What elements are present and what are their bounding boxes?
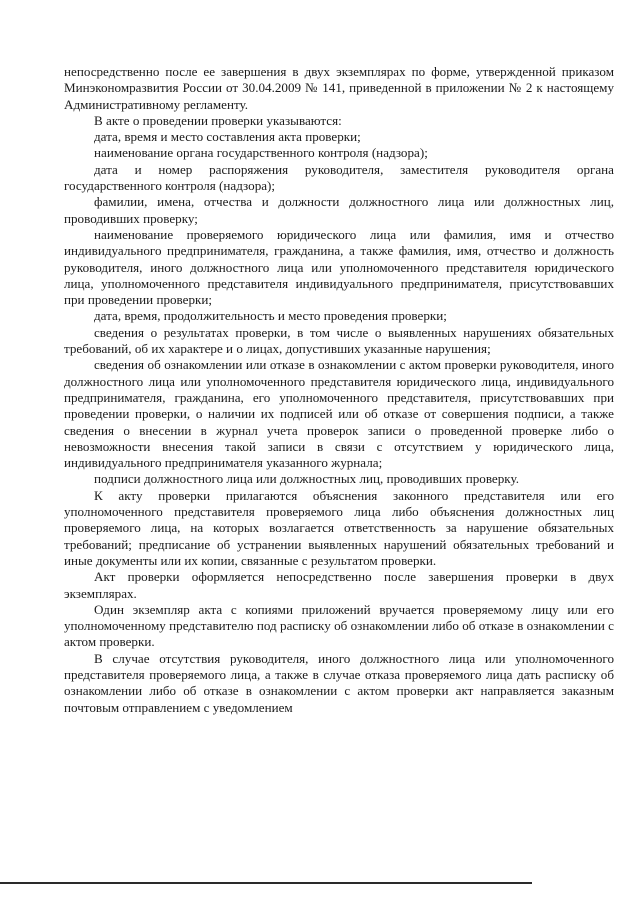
- footer-rule: [0, 882, 532, 884]
- document-page: [64, 64, 614, 716]
- paragraph-13: Акт проверки оформляется непосредственно после завершения проверки в двух экземплярах.: [64, 569, 614, 601]
- paragraph-3: дата, время и место составления акта проверки;: [94, 129, 361, 145]
- paragraph-4: наименование органа государственного контроля (надзора);: [94, 145, 428, 161]
- paragraph-11: подписи должностного лица или должностных лиц, проводивших проверку.: [94, 471, 519, 487]
- paragraph-6: фамилии, имена, отчества и должности должностного лица или должностных лиц, проводивших проверку;: [64, 194, 614, 226]
- paragraph-14: Один экземпляр акта с копиями приложений вручается проверяемому лицу или его уполномоченному представителю под расписку об ознакомлении либо об отказе в ознакомлении с актом проверки.: [64, 601, 614, 650]
- paragraph-1: непосредственно после ее завершения в двух экземплярах по форме, утвержденной приказом Минэкономразвития России от 30.04.2009 № 141, приведенной в приложении № 2 к настоящему Административному регламенту.: [64, 64, 614, 112]
- paragraph-2: В акте о проведении проверки указываются:: [94, 112, 342, 128]
- paragraph-8: дата, время, продолжительность и место проведения проверки;: [94, 308, 447, 324]
- paragraph-7: наименование проверяемого юридического лица или фамилия, имя и отчество индивидуального предпринимателя, гражданина, а также фамилия, имя, отчество и должность руководителя, иного должностного лица или уполномоченного представителя юридического лица, уполномоченного представителя индивидуального предпринимателя, присутствовавших при проведении проверки;: [64, 226, 614, 308]
- paragraph-15: В случае отсутствия руководителя, иного должностного лица или уполномоченного представителя проверяемого лица, а также в случае отказа проверяемого лица дать расписку об ознакомлении либо об отказе в ознакомлении с актом проверки акт направляется заказным почтовым отправлением с уведомлением: [64, 650, 614, 715]
- paragraph-12: К акту проверки прилагаются объяснения законного представителя или его уполномоченного представителя проверяемого лица либо объяснения должностных лиц проверяемого лица, на которых возлагается ответственность за нарушение обязательных требований; предписание об устранении выявленных нарушений обязательных требований и иные документы или их копии, связанные с результатом проверки.: [64, 487, 614, 568]
- paragraph-5: дата и номер распоряжения руководителя, заместителя руководителя органа государственного контроля (надзора);: [64, 161, 614, 194]
- paragraph-9: сведения о результатах проверки, в том числе о выявленных нарушениях обязательных требований, об их характере и о лицах, допустивших указанные нарушения;: [64, 324, 614, 357]
- paragraph-10: сведения об ознакомлении или отказе в ознакомлении с актом проверки руководителя, иного должностного лица или уполномоченного представителя юридического лица, индивидуального предпринимателя, гражданина, его уполномоченного представителя, присутствовавших при проведении проверки, о наличии их подписей или об отказе от совершения подписи, а также сведения о внесении в журнал учета проверок записи о проведенной проверке либо о невозможности внесения такой записи в связи с отсутствием у юридического лица, индивидуального предпринимателя указанного журнала;: [64, 357, 614, 471]
